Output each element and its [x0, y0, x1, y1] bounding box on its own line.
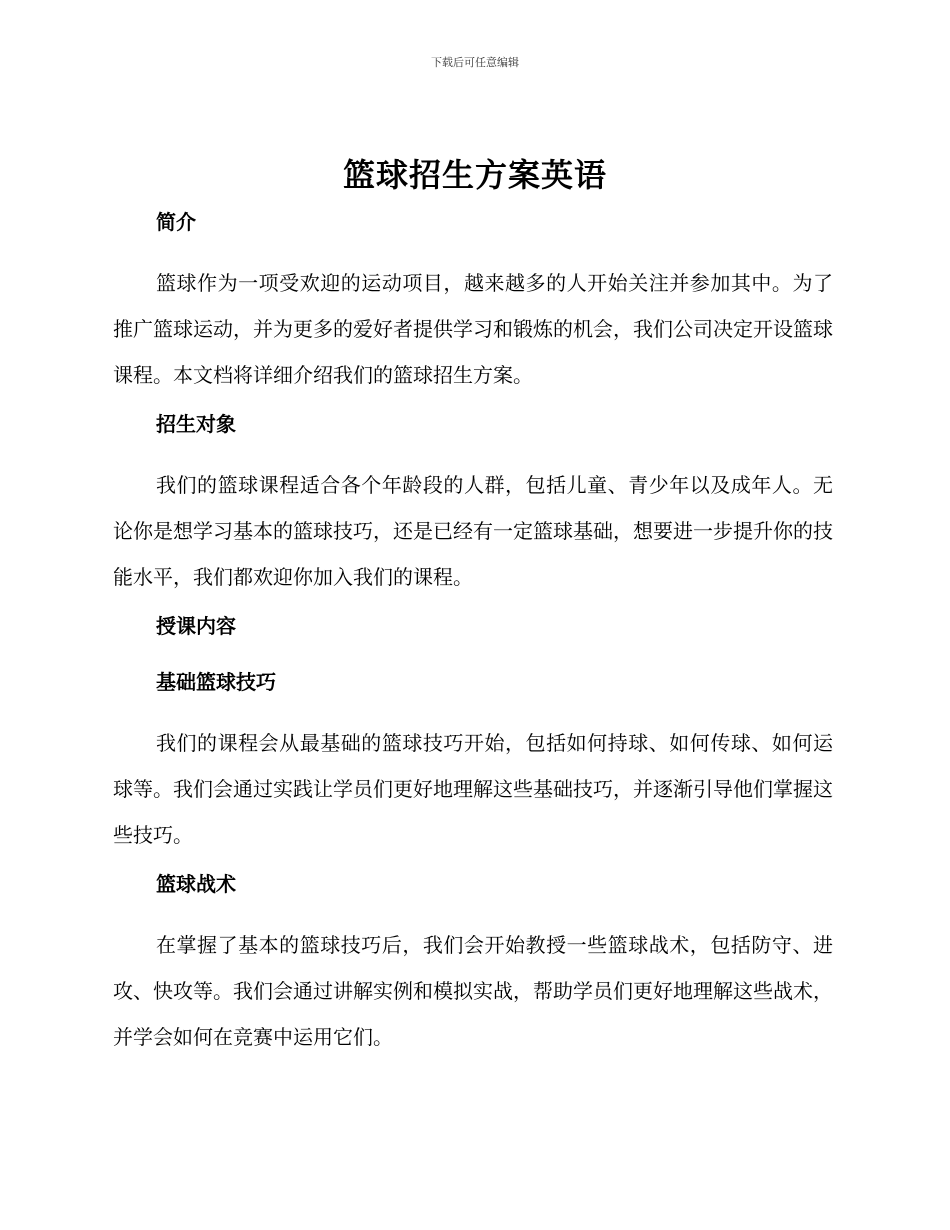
section-heading-content: 授课内容 — [156, 614, 236, 638]
section-paragraph-audience: 我们的篮球课程适合各个年龄段的人群，包括儿童、青少年以及成年人。无论你是想学习基本的篮球技巧，还是已经有一定篮球基础，想要进一步提升你的技能水平，我们都欢迎你加入我们的课程。 — [113, 473, 833, 589]
section-paragraph-intro: 篮球作为一项受欢迎的运动项目，越来越多的人开始关注并参加其中。为了推广篮球运动，并为更多的爱好者提供学习和锻炼的机会，我们公司决定开设篮球课程。本文档将详细介绍我们的篮球招生方案。 — [113, 271, 833, 387]
section-heading-tactics: 篮球战术 — [156, 872, 236, 896]
document-body — [113, 206, 833, 1060]
section-paragraph-basic-skills: 我们的课程会从最基础的篮球技巧开始，包括如何持球、如何传球、如何运球等。我们会通过实践让学员们更好地理解这些基础技巧，并逐渐引导他们掌握这些技巧。 — [113, 731, 833, 847]
header-note: 下载后可任意编辑 — [431, 56, 519, 69]
section-heading-audience: 招生对象 — [156, 412, 236, 436]
section-heading-intro: 简介 — [156, 210, 196, 234]
document-title: 篮球招生方案英语 — [342, 156, 607, 194]
section-heading-basic-skills: 基础篮球技巧 — [156, 670, 276, 694]
section-paragraph-tactics: 在掌握了基本的篮球技巧后，我们会开始教授一些篮球战术，包括防守、进攻、快攻等。我们会通过讲解实例和模拟实战，帮助学员们更好地理解这些战术，并学会如何在竞赛中运用它们。 — [113, 933, 833, 1049]
